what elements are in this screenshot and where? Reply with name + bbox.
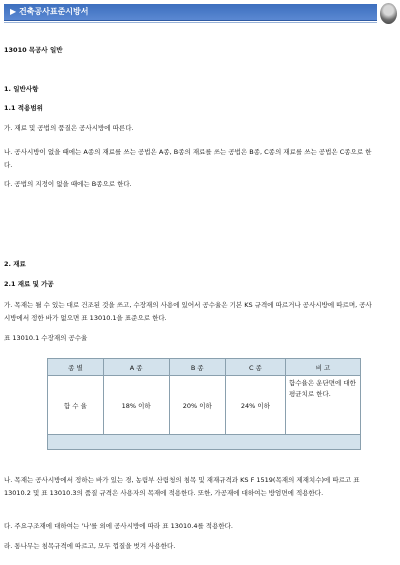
paragraph-ga: 가. 재료 및 공법의 품질은 공사시방에 따른다. [4,124,134,132]
table-row [48,376,361,435]
paragraph-2-na: 나. 목재는 공사시방에서 정하는 바가 있는 경, 농림부 산림청의 침목 및 재재규격과 KS F 1519(목재의 제재치수)에 따르고 표 13010.2 및 표 13010.3의 품질 규격은 사용자의 목재에 적용한다. 또한, 가공재에 대하여는 방엄면에 적용한다. [4,476,360,497]
window-header-bar [4,4,377,21]
paragraph-2-da: 다. 주요구조재에 대하여는 '나'를 외에 공사시방에 따라 표 13010.4를 적용한다. [4,522,233,530]
section-title: 13010 목공사 일반 [4,46,63,54]
paragraph-da: 다. 공법의 지정이 없을 때에는 B종으로 한다. [4,180,132,188]
header-divider [4,22,377,23]
table-row-label: 함 수 율 [48,376,104,435]
heading-2: 2. 재료 [4,260,26,268]
paragraph-na: 나. 공사시방이 없을 때에는 A종의 재료를 쓰는 공법은 A종, B종의 재료를 쓰는 공법은 B종, C종의 재료를 쓰는 공법은 C종으로 한다. [4,148,372,169]
table-cell: 18% 이하 [103,376,169,435]
table-header-cell: 비 고 [286,359,361,376]
table-header-cell: A 종 [103,359,169,376]
table-header-cell: B 종 [169,359,225,376]
table-header-row [48,359,361,376]
table-cell: 24% 이하 [225,376,285,435]
table-footer-row [48,435,361,450]
heading-2-1: 2.1 재료 및 가공 [4,280,54,288]
table-note-cell: 함수율은 운단면에 대한 평균치로 한다. [286,376,361,435]
person-photo-icon [380,3,397,24]
heading-1-1: 1.1 적용범위 [4,104,43,112]
table-header-cell: 종 별 [48,359,104,376]
paragraph-2-ga: 가. 목재는 될 수 있는 대로 건조된 것을 쓰고, 수장재의 사용에 있어서 공수율은 기본 KS 규격에 따르거나 공사시방에 따르며, 공사시방에서 정한 바가 없으면 표 13010.1을 표준으로 한다. [4,301,372,322]
table-header-cell: C 종 [225,359,285,376]
table-caption: 표 13010.1 수장재의 공수율 [4,334,88,342]
table-footer-cell [48,435,361,450]
paragraph-2-ra: 라. 통나무는 침목규격에 따르고, 모두 껍질을 벗겨 사용한다. [4,542,176,550]
table-cell: 20% 이하 [169,376,225,435]
heading-1: 1. 일반사항 [4,85,39,93]
header-title: ▶ 건축공사표준시방서 [10,7,89,16]
moisture-content-table [47,358,361,450]
